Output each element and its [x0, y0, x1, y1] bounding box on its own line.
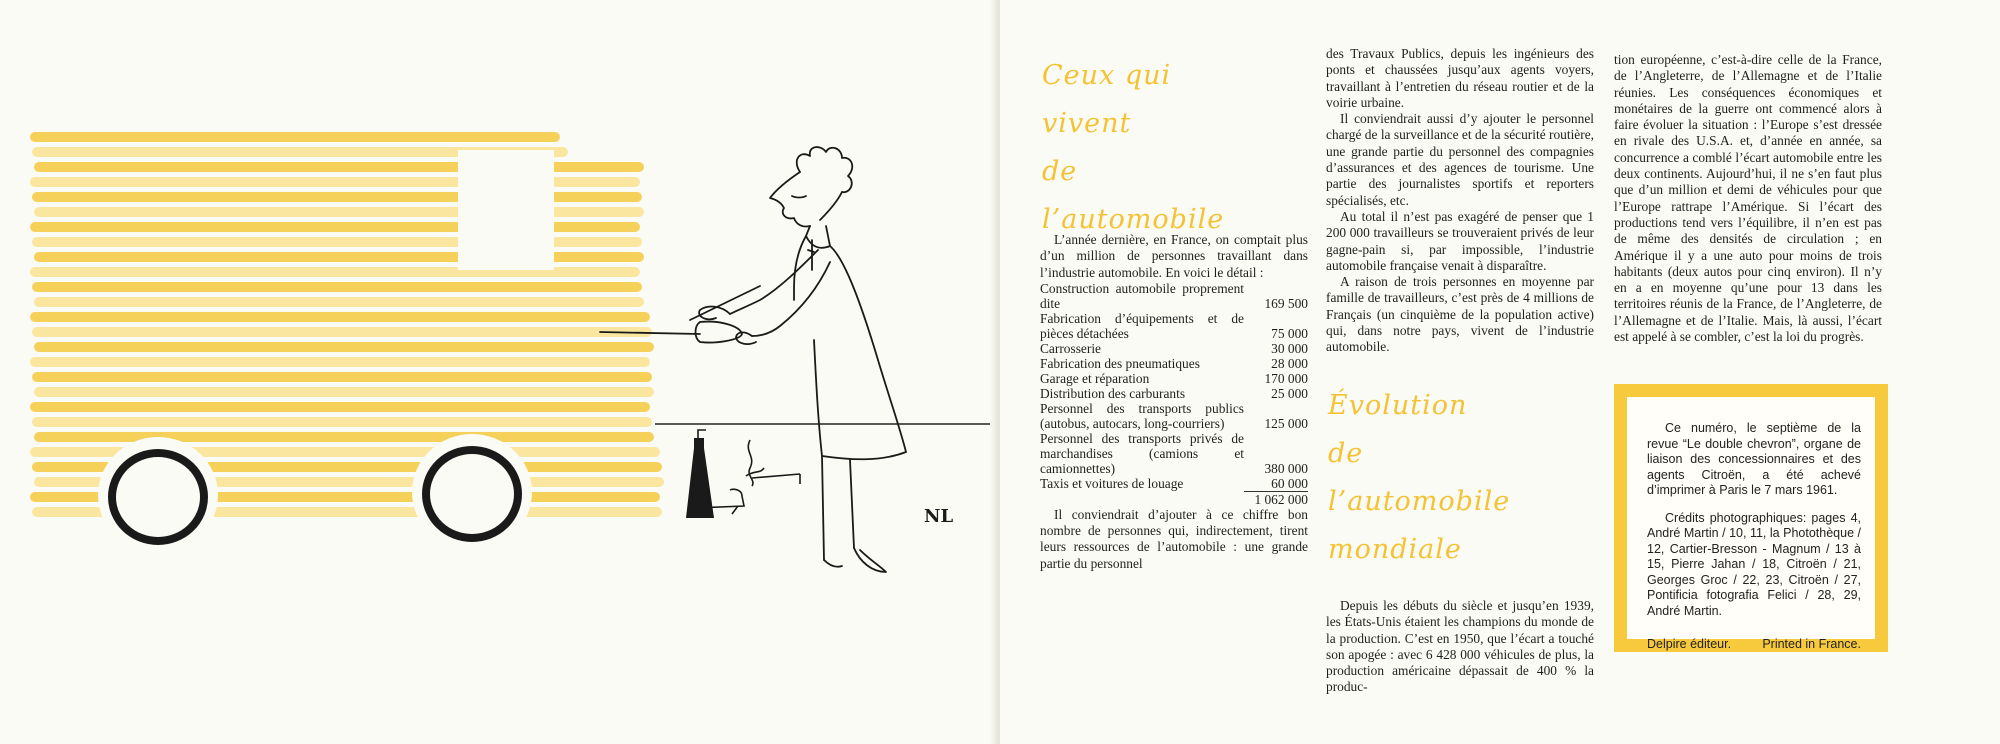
article-title	[1042, 52, 1242, 244]
row-value: 380 000	[1264, 460, 1308, 476]
row-value: 25 000	[1271, 385, 1308, 401]
table-row	[1040, 401, 1308, 431]
van-stripe	[30, 132, 560, 142]
section-title-line-2: de l’automobile	[1328, 438, 1511, 517]
total-row	[1040, 491, 1308, 507]
row-value: 170 000	[1264, 370, 1308, 386]
row-label: Distribution des carburants	[1040, 385, 1186, 401]
left-page	[0, 0, 996, 744]
evolution-paragraph: Depuis les débuts du siècle et jusqu’en 1939, les États-Unis étaient les champions du monde de la production. C’est en 1950, que l’écart a touché son apogée : avec 6 428 000 véhicules de plus, la production américaine dépassait de 400 % la produc-	[1326, 598, 1594, 695]
artist-signature: NL	[924, 506, 954, 527]
column-2	[1326, 46, 1594, 356]
table-row	[1040, 341, 1308, 356]
section-title	[1328, 382, 1548, 574]
table-row	[1040, 431, 1308, 476]
row-label: Carrosserie	[1040, 340, 1101, 356]
van-stripe	[32, 417, 652, 427]
row-value: 28 000	[1271, 355, 1308, 371]
colophon-photo-credits: Crédits photographiques: pages 4, André Martin / 10, 11, la Photothèque / 12, Cartier-Bresson - Magnum / 13 à 15, Pierre Jahan / 18, Citroën / 21, Georges Groc / 22, 23, Citroën / 27, Pontificia fotografia Felici / 28, 29, André Martin.	[1647, 510, 1861, 618]
table-row	[1040, 311, 1308, 341]
row-value: 169 500	[1264, 295, 1308, 311]
row-value: 75 000	[1271, 325, 1308, 341]
table-row	[1040, 371, 1308, 386]
table-row	[1040, 476, 1308, 492]
row-value: 60 000	[1271, 475, 1308, 491]
col2-paragraph-2: Il conviendrait aussi d’y ajouter le personnel chargé de la surveillance et de la sécurité routière, une grande partie du personnel des compagnies d’assurances et des agences de tourisme. Une partie des journalistes sportifs et reporters spécialisés, etc.	[1326, 111, 1594, 208]
row-value: 30 000	[1271, 340, 1308, 356]
title-line-1: Ceux qui	[1042, 60, 1172, 91]
van-stripe	[34, 342, 654, 352]
fuel-can	[686, 430, 714, 518]
van-stripe	[32, 327, 652, 337]
after-table-paragraph: Il conviendrait d’ajouter à ce chiffre bon nombre de personnes qui, indirectement, tirent leurs ressources de l’automobile : une grande partie du personnel	[1040, 506, 1308, 571]
title-line-3: de l’automobile	[1042, 156, 1225, 235]
row-label: Construction automobile proprement dite	[1040, 280, 1244, 311]
column-2-bottom	[1326, 598, 1594, 696]
van-stripe	[34, 387, 654, 397]
title-line-2: vivent	[1042, 108, 1132, 139]
col2-paragraph-4: A raison de trois personnes en moyenne par famille de travailleurs, c’est près de 4 millions de Français (un cinquième de la population active) qui, dans notre pays, vivent de l’industrie automobile.	[1326, 274, 1594, 355]
printed-note: Printed in France.	[1762, 637, 1861, 651]
van-stripe	[30, 402, 650, 412]
table-row	[1040, 386, 1308, 401]
colophon-issue-note: Ce numéro, le septième de la revue “Le double chevron”, organe de liaison des concessionnaires et des agents Citroën, a été achevé d’imprimer à Paris le 7 mars 1961.	[1647, 421, 1861, 497]
workforce-table	[1040, 281, 1308, 507]
row-label: Taxis et voitures de louage	[1040, 476, 1184, 492]
row-label: Fabrication d’équipements et de pièces détachées	[1040, 310, 1244, 341]
van-stripe	[30, 312, 650, 322]
section-title-line-1: Évolution	[1328, 390, 1468, 421]
van-stripe	[34, 297, 644, 307]
row-label: Personnel des transports publics (autobus, autocars, long-courriers)	[1040, 400, 1244, 431]
column-3	[1614, 52, 1882, 345]
column-1	[1040, 232, 1308, 572]
van-window	[458, 150, 554, 270]
table-row	[1040, 281, 1308, 311]
publisher-name: Delpire éditeur.	[1647, 637, 1732, 651]
row-label: Garage et réparation	[1040, 370, 1150, 386]
total-spacer	[1040, 491, 1244, 507]
colophon-box	[1614, 384, 1888, 652]
total-value: 1 062 000	[1244, 491, 1308, 507]
van-stripe	[30, 357, 650, 367]
colophon-footer	[1647, 637, 1861, 653]
col2-paragraph-1: des Travaux Publics, depuis les ingénieurs des ponts et chaussées jusqu’aux agents voyers, travaillant à l’entretien du réseau routier et de la voirie urbaine.	[1326, 46, 1594, 110]
van-stripe	[32, 282, 642, 292]
col2-paragraph-3: Au total il n’est pas exagéré de penser que 1 200 000 travailleurs se trouveraient privés de leur gagne-pain si, par impossible, l’industrie automobile française venait à disparaître.	[1326, 208, 1594, 273]
intro-paragraph: L’année dernière, en France, on comptait plus d’un million de personnes travaillant dans l’industrie automobile. En voici le détail :	[1040, 232, 1308, 280]
van-stripe	[34, 432, 654, 442]
section-title-line-3: mondiale	[1328, 534, 1462, 565]
row-value: 125 000	[1264, 415, 1308, 431]
van-cook-illustration	[0, 0, 996, 744]
col3-paragraph: tion européenne, c’est-à-dire celle de la France, de l’Angleterre, de l’Allemagne et de l’Italie réunies. Les conséquences économiques et monétaires de la guerre ont commencé alors à faire évoluer la situation : l’Europe s’est dressée en rivale des U.S.A. et, d’année en année, sa concurrence a comblé l’écart automobile entre les deux continents. Aujourd’hui, il ne s’en faut plus que d’un million et demi de véhicules pour que l’Europe rattrape l’Amérique. Si l’écart des productions tend vers l’équilibre, il n’en est pas de même des densités de circulation ; en Amérique il y a une auto pour moins de trois habitants (deux autos pour cinq environ). Il n’y en a en moyenne qu’une pour 13 dans les territoires réunis de la France, de l’Angleterre, de l’Allemagne et de l’Italie. Mais, là aussi, l’écart est appelé à se combler, c’est la loi du progrès.	[1614, 52, 1882, 345]
table-row	[1040, 356, 1308, 371]
row-label: Personnel des transports privés de marchandises (camions et camionnettes)	[1040, 430, 1244, 476]
row-label: Fabrication des pneumatiques	[1040, 355, 1200, 371]
van-stripe	[32, 372, 652, 382]
